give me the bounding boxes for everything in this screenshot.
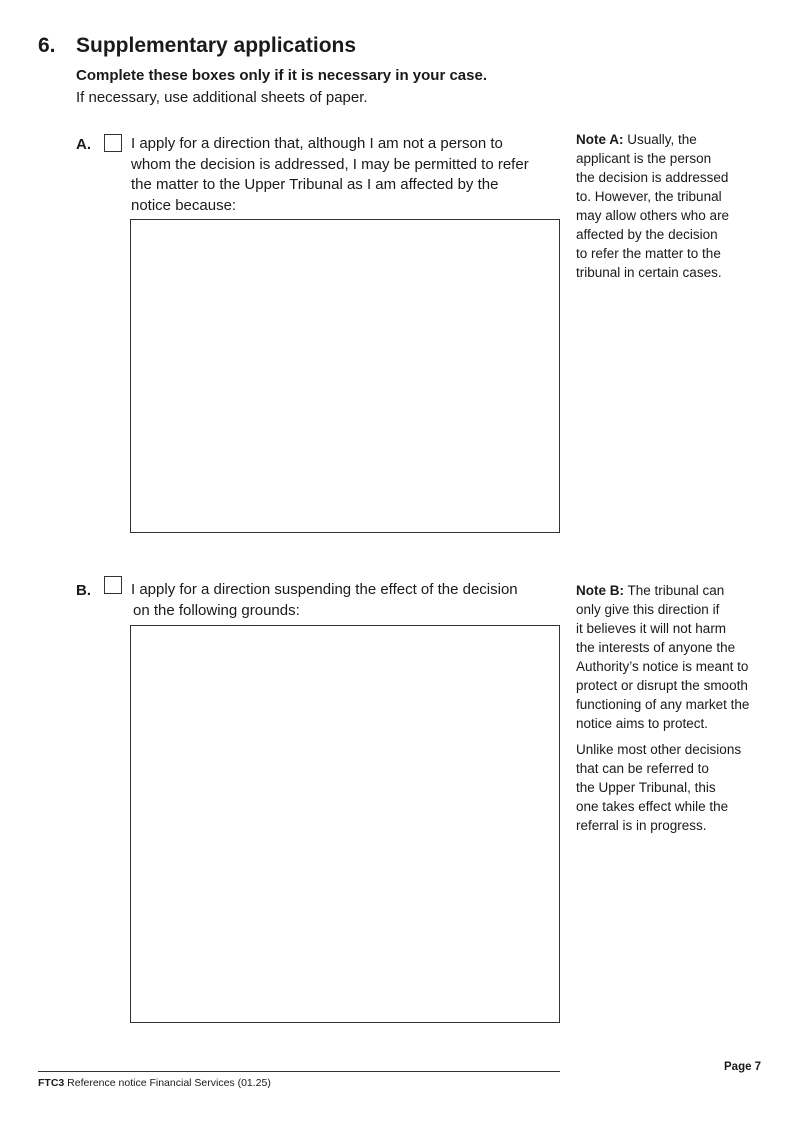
item-a-text-line: whom the decision is addressed, I may be permitted to refer xyxy=(131,155,529,173)
note-b-label: Note B: xyxy=(576,583,624,598)
note-a-line: affected by the decision xyxy=(576,227,718,242)
note-b-line: notice aims to protect. xyxy=(576,716,709,731)
note-a-label: Note A: xyxy=(576,132,624,147)
note-b-line: protect or disrupt the smooth xyxy=(576,678,748,693)
note-b2-line: one takes effect while the xyxy=(576,799,729,814)
section-title: Supplementary applications xyxy=(76,34,357,57)
item-b-text-line: on the following grounds: xyxy=(133,601,300,619)
note-a-line: to refer the matter to the xyxy=(576,246,721,261)
footer-form-name: Reference notice Financial Services (01.25) xyxy=(64,1077,271,1089)
note-b xyxy=(576,581,766,835)
note-b-line: it believes it will not harm xyxy=(576,621,727,636)
item-b-text xyxy=(131,580,561,621)
item-a-answer-box[interactable] xyxy=(130,219,560,533)
note-a-line: to. However, the tribunal xyxy=(576,189,722,204)
note-b-line: only give this direction if xyxy=(576,602,720,617)
footer-form-code: FTC3 xyxy=(38,1077,65,1089)
item-a-text-line: notice because: xyxy=(131,196,237,214)
note-b2-line: the Upper Tribunal, this xyxy=(576,780,716,795)
note-b-line: the interests of anyone the xyxy=(576,640,736,655)
note-b2-line: that can be referred to xyxy=(576,761,709,776)
item-a-text-line: I apply for a direction that, although I am not a person to xyxy=(131,135,503,152)
item-b-checkbox[interactable] xyxy=(104,576,122,594)
note-b-line: Authority’s notice is meant to xyxy=(576,659,749,674)
section-number: 6. xyxy=(38,34,56,57)
item-b-text-line: I apply for a direction suspending the effect of the decision xyxy=(131,581,518,598)
note-b2-line: Unlike most other decisions xyxy=(576,742,742,757)
note-a-line: the decision is addressed xyxy=(576,170,729,185)
section-instruction-sub: If necessary, use additional sheets of paper. xyxy=(76,89,368,106)
item-a-text-line: the matter to the Upper Tribunal as I am affected by the xyxy=(131,176,499,193)
note-a-line: tribunal in certain cases. xyxy=(576,265,722,280)
note-b-line: functioning of any market the xyxy=(576,697,750,712)
page-number: Page 7 xyxy=(724,1061,762,1073)
footer-divider xyxy=(38,1071,560,1072)
note-a xyxy=(576,130,766,282)
note-a-line: applicant is the person xyxy=(576,151,712,166)
item-a-text xyxy=(131,134,561,216)
note-b2-line: referral is in progress. xyxy=(576,818,707,833)
section-instruction: Complete these boxes only if it is necessary in your case. xyxy=(76,67,487,84)
footer-form-label xyxy=(38,1077,271,1089)
item-a-letter: A. xyxy=(76,136,91,153)
item-a-checkbox[interactable] xyxy=(104,134,122,152)
item-b-answer-box[interactable] xyxy=(130,625,560,1023)
item-b-letter: B. xyxy=(76,582,91,599)
note-a-line: may allow others who are xyxy=(576,208,730,223)
note-a-line: Usually, the xyxy=(623,132,697,147)
note-b-line: The tribunal can xyxy=(624,583,725,598)
